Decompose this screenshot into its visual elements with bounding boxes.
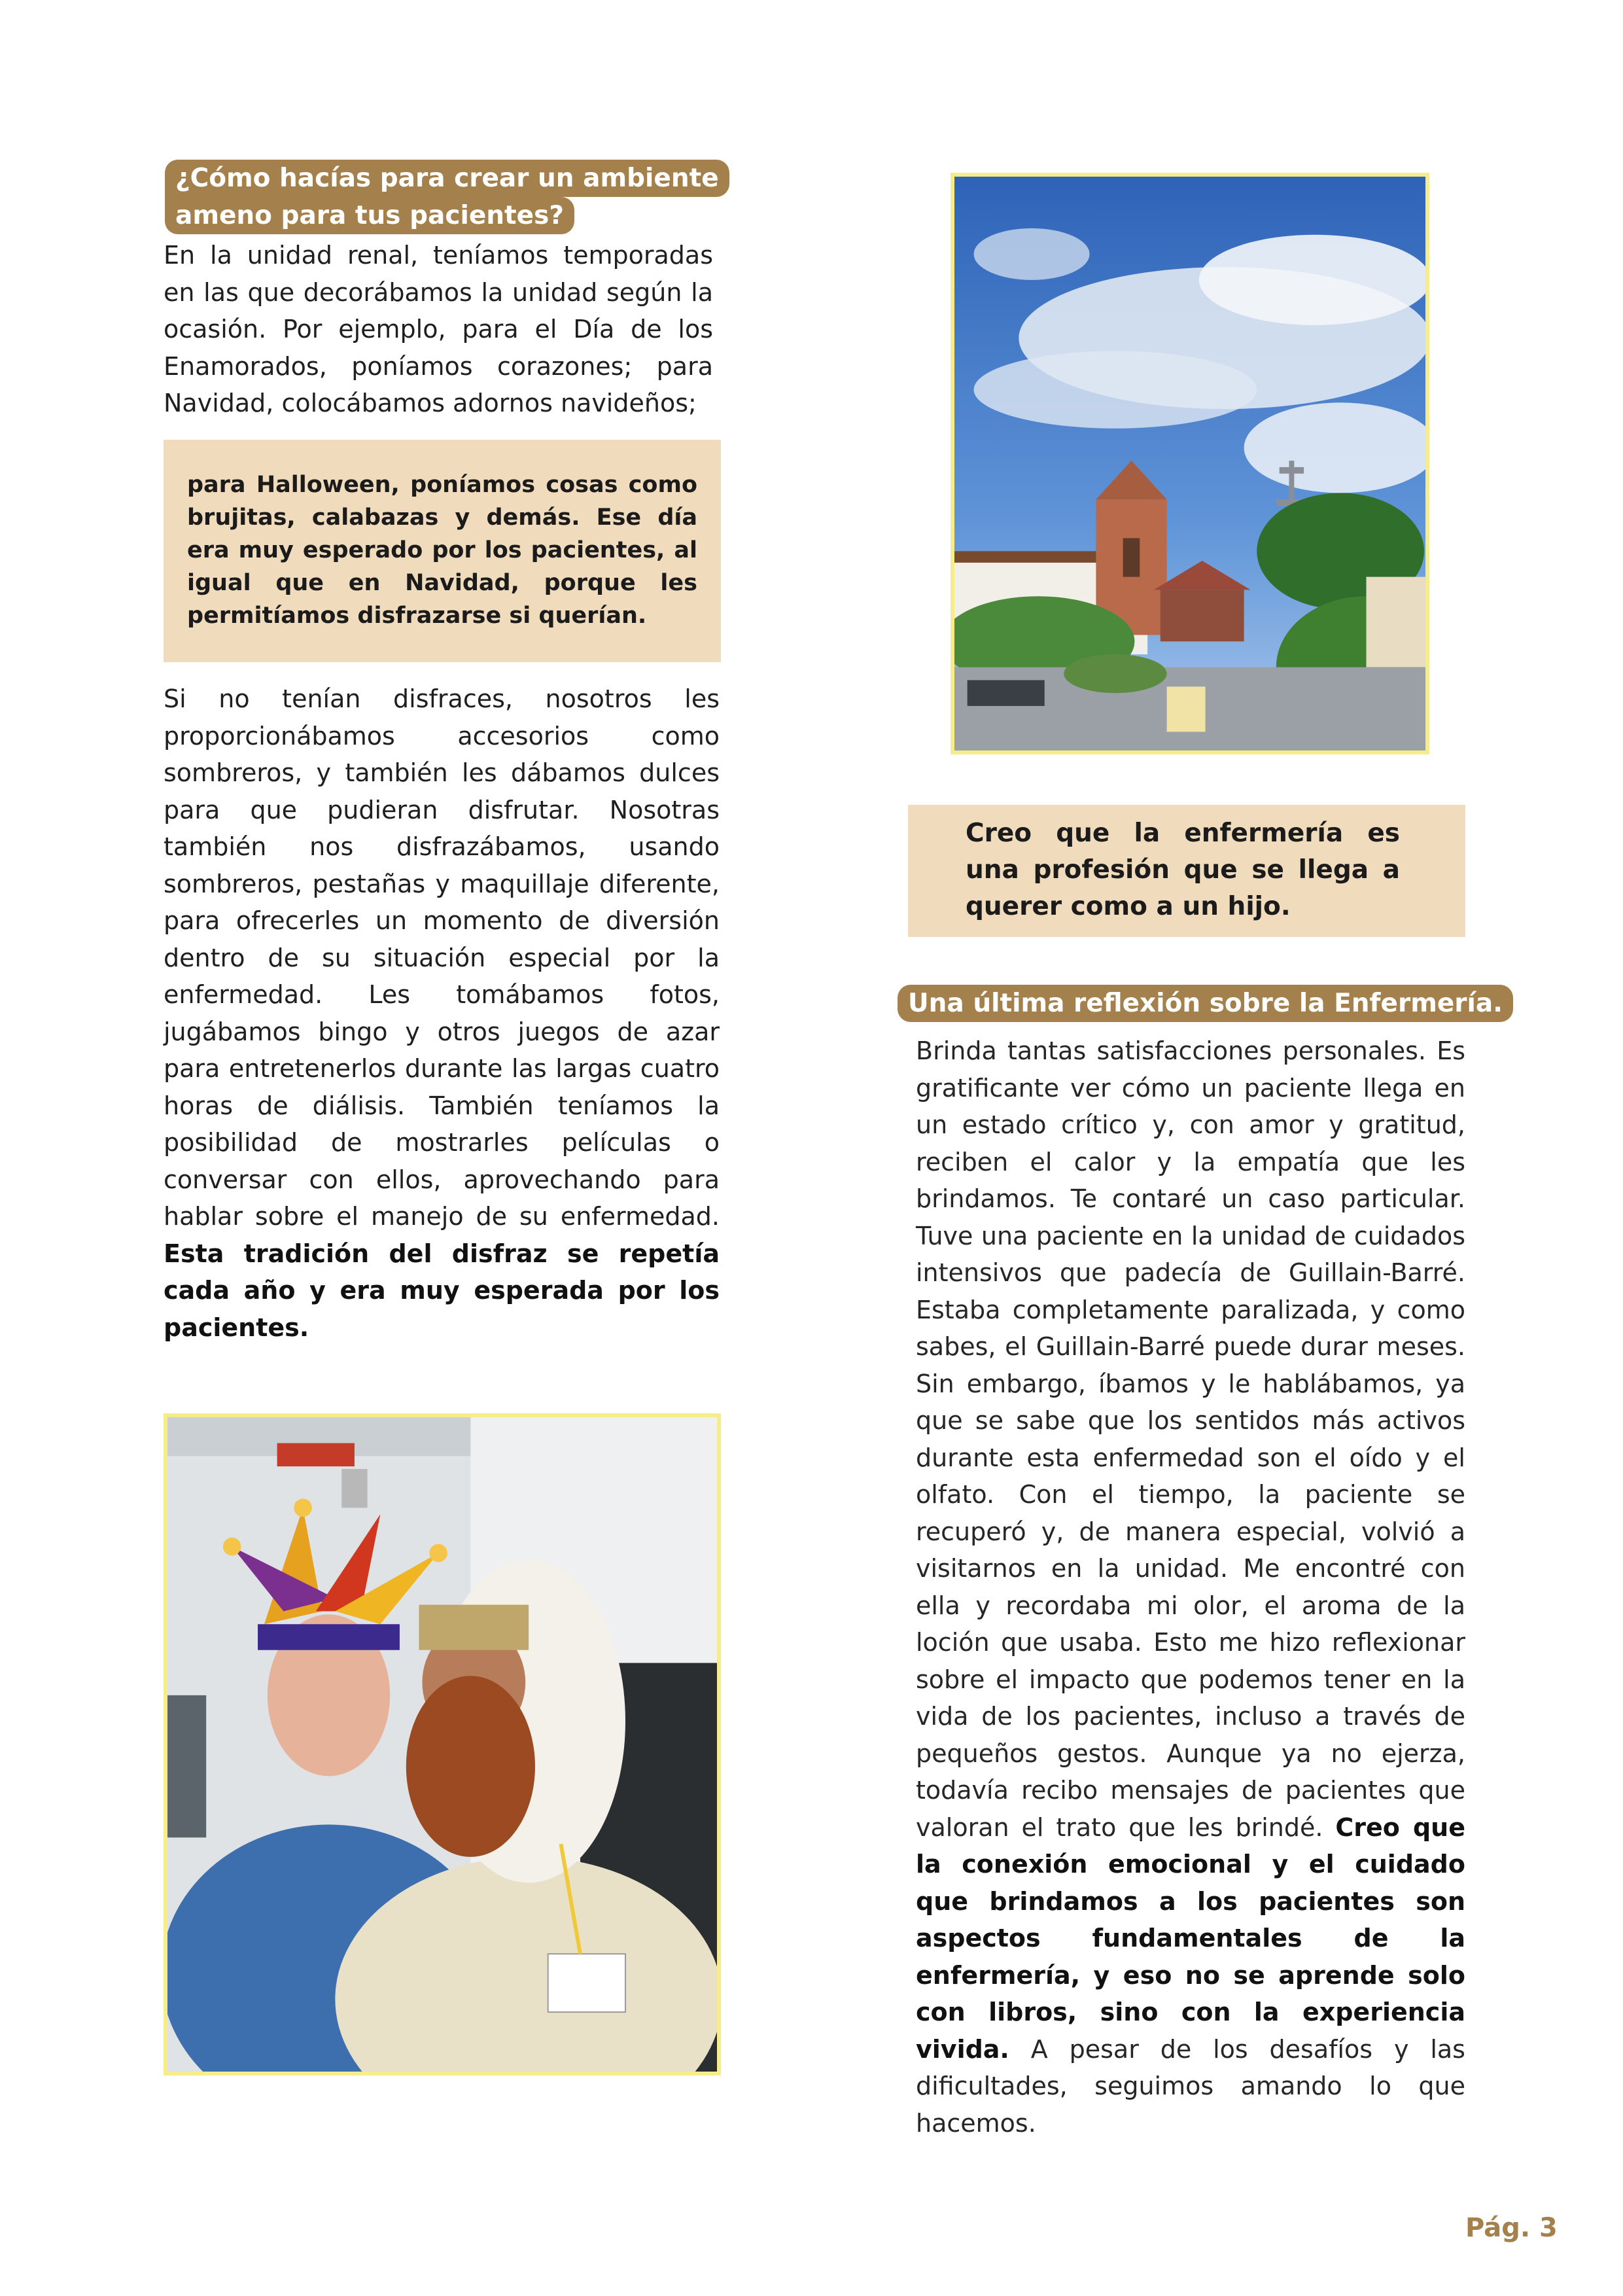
- reflection-paragraph-text: Brinda tantas satisfacciones personales. Es gratificante ver cómo un paciente llega en un estado crítico y, con amor y gratitud, reciben el calor y la empatía que les brindamos. Te contaré un caso particular. Tuve una paciente en la unidad de cuidados intensivos que padecía de Guillain-Barré. Estaba completamente paralizada, y como sabes, el Guillain-Barré puede durar meses. Sin embargo, íbamos y le hablábamos, ya que se sabe que los sentidos más activos durante esta enfermedad son el oído y el olfato. Con el tiempo, la paciente se recuperó y, de manera especial, volvió a visitarnos en la unidad. Me encontré con ella y recordaba mi olor, el aroma de la loción que usaba. Esto me hizo reflexionar sobre el impacto que podemos tener en la vida de los pacientes, incluso a través de pequeños gestos. Aunque ya no ejerza, todavía recibo mensajes de pacientes que valoran el trato que les brindé.: [916, 1036, 1465, 1842]
- reflection-paragraph-bold: Creo que la conexión emocional y el cuidado que brindamos a los pacientes son aspectos fundamentales de la enfermería, y eso no se aprende solo con libros, sino con la experiencia vivida.: [916, 1812, 1465, 2064]
- reflection-heading: Una última reflexión sobre la Enfermería.: [898, 985, 1513, 1022]
- halloween-callout-text: para Halloween, poníamos cosas como brujitas, calabazas y demás. Ese día era muy esperado por los pacientes, al igual que en Navidad, porque les permitíamos disfrazarse si querían.: [187, 472, 697, 629]
- question-heading-line1: ¿Cómo hacías para crear un ambiente: [165, 160, 729, 197]
- profession-quote-text: Creo que la enfermería es una profesión que se llega a querer como a un hijo.: [966, 819, 1400, 921]
- costume-paragraph: [164, 680, 720, 1346]
- costume-photo: [164, 1413, 721, 2075]
- reflection-paragraph-end: A pesar de los desafíos y las dificultades, seguimos amando lo que hacemos.: [916, 2034, 1465, 2138]
- costume-paragraph-bold: Esta tradición del disfraz se repetía cada año y era muy esperada por los pacientes.: [164, 1239, 720, 1342]
- intro-paragraph: En la unidad renal, teníamos temporadas en las que decorábamos la unidad según la ocasión. Por ejemplo, para el Día de los Enamorados, poníamos corazones; para Navidad, colocábamos adornos navideños;: [164, 241, 713, 417]
- costume-paragraph-text: Si no tenían disfraces, nosotros les proporcionábamos accesorios como sombreros, y también les dábamos dulces para que pudieran disfrutar. Nosotras también nos disfrazábamos, usando sombreros, pestañas y maquillaje diferente, para ofrecerles un momento de diversión dentro de su situación especial por la enfermedad. Les tomábamos fotos, jugábamos bingo y otros juegos de azar para entretenerlos durante las largas cuatro horas de diálisis. También teníamos la posibilidad de mostrarles películas o conversar con ellos, aprovechando para hablar sobre el manejo de su enfermedad.: [164, 684, 720, 1231]
- question-heading-line2: ameno para tus pacientes?: [165, 197, 574, 234]
- costume-photo-image: [167, 1417, 717, 2072]
- halloween-callout: [164, 440, 721, 662]
- reflection-paragraph: [916, 1033, 1465, 2142]
- profession-quote-callout: [908, 805, 1465, 937]
- town-square-image: [954, 177, 1425, 751]
- page-number: Pág. 3: [1465, 2213, 1558, 2243]
- town-square-photo: [951, 173, 1429, 754]
